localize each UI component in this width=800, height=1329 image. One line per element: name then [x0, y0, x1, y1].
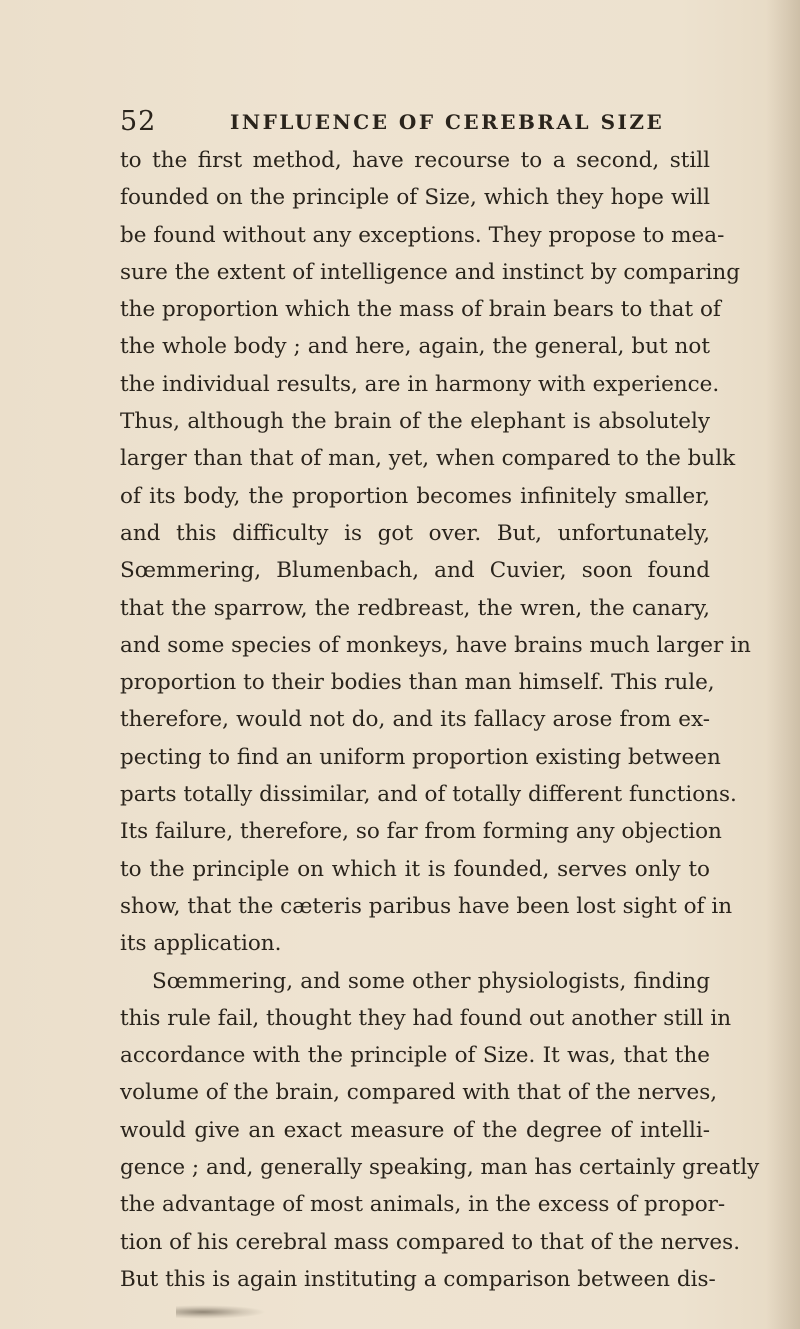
text-line: parts totally dissimilar, and of totally different functions.: [120, 782, 737, 808]
text-line: therefore, would not do, and its fallacy arose from ex-: [120, 707, 710, 733]
text-line: its application.: [120, 931, 282, 957]
text-line: Its failure, therefore, so far from forming any objection: [120, 819, 722, 845]
page-header: [120, 106, 720, 140]
text-line: But this is again instituting a comparison between dis-: [120, 1266, 716, 1292]
text-line: the advantage of most animals, in the excess of propor-: [120, 1192, 726, 1218]
text-line: accordance with the principle of Size. It was, that the: [120, 1043, 710, 1069]
text-line: pecting to find an uniform proportion existing between: [120, 744, 721, 770]
text-line: larger than that of man, yet, when compared to the bulk: [120, 446, 736, 472]
text-line: would give an exact measure of the degree of intelli-: [120, 1117, 710, 1143]
text-line: the proportion which the mass of brain bears to that of: [120, 297, 721, 323]
text-line: to the principle on which it is founded, serves only to: [120, 856, 710, 882]
text-line: Sœmmering, Blumenbach, and Cuvier, soon found: [120, 558, 710, 584]
running-title: INFLUENCE OF CEREBRAL SIZE: [230, 110, 665, 134]
page-edge-shadow: [766, 0, 800, 1329]
body-text: [120, 142, 760, 1298]
text-line: show, that the cæteris paribus have been lost sight of in: [120, 893, 733, 919]
text-line: this rule fail, thought they had found out another still in: [120, 1005, 732, 1031]
text-line: the whole body ; and here, again, the general, but not: [120, 334, 710, 360]
text-line: be found without any exceptions. They propose to mea-: [120, 222, 725, 248]
text-line: and some species of monkeys, have brains much larger in: [120, 632, 751, 658]
text-line: Thus, although the brain of the elephant is absolutely: [120, 409, 710, 435]
text-line: tion of his cerebral mass compared to that of the nerves.: [120, 1229, 741, 1255]
text-line: of its body, the proportion becomes infinitely smaller,: [120, 483, 710, 509]
text-line: gence ; and, generally speaking, man has certainly greatly: [120, 1155, 760, 1181]
ink-smudge: [176, 1305, 266, 1319]
text-line: Sœmmering, and some other physiologists, finding: [152, 968, 710, 994]
text-line: to the first method, have recourse to a second, still: [120, 148, 710, 173]
text-line: sure the extent of intelligence and instinct by comparing: [120, 259, 741, 285]
text-line: that the sparrow, the redbreast, the wren, the canary,: [120, 595, 710, 621]
text-line: the individual results, are in harmony with experience.: [120, 371, 720, 397]
text-line: and this difficulty is got over. But, unfortunately,: [120, 520, 710, 546]
page-number: 52: [120, 106, 157, 137]
text-line: founded on the principle of Size, which they hope will: [120, 185, 710, 211]
text-line: volume of the brain, compared with that of the nerves,: [120, 1080, 718, 1106]
text-line: proportion to their bodies than man himself. This rule,: [120, 670, 715, 696]
